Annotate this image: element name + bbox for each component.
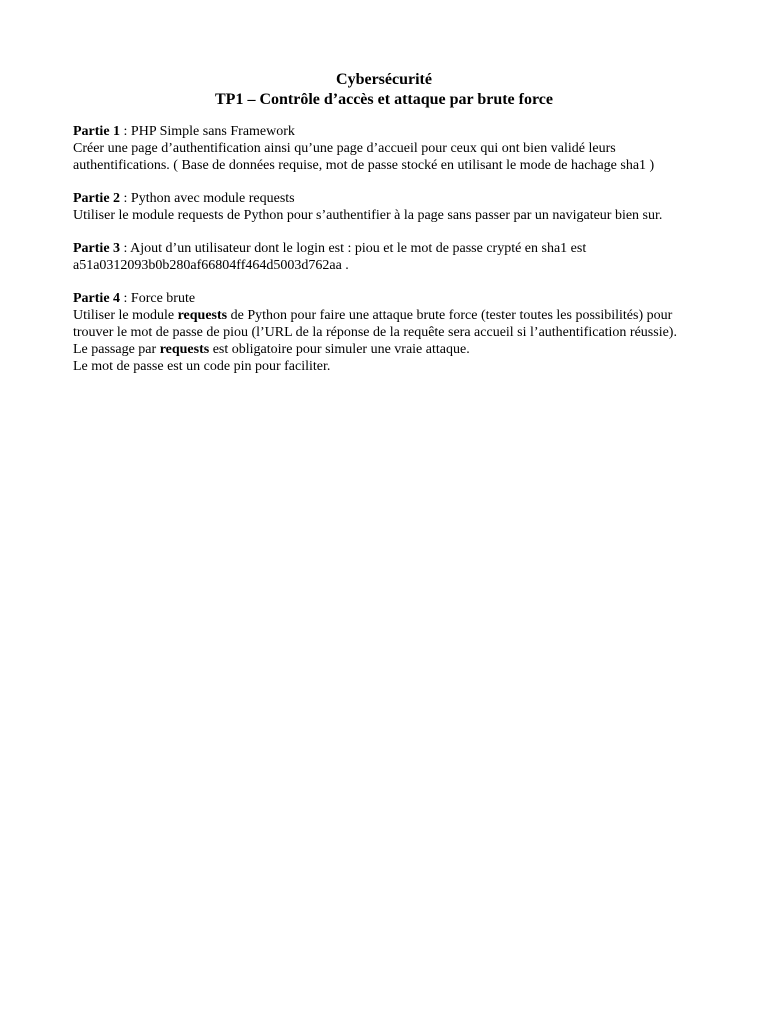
section-body: Utiliser le module requests de Python pour s’authentifier à la page sans passer par un navigateur bien sur. [73, 208, 663, 223]
section-separator: : [120, 191, 131, 206]
section-partie-3 [73, 240, 695, 274]
body-text: de Python pour faire une attaque brute force (tester toutes les possibilités) pour trouver le mot de passe de piou (l’URL de la réponse de la requête sera accueil si l’authentification réussie). Le passage par [73, 308, 677, 357]
section-heading [73, 240, 695, 274]
section-partie-4 [73, 290, 695, 375]
document-title: Cybersécurité [336, 71, 432, 88]
section-title: Force brute [130, 291, 196, 306]
section-separator: : [120, 241, 131, 256]
section-label: Partie 4 [73, 291, 121, 306]
section-partie-2 [73, 190, 695, 224]
section-label: Partie 1 [73, 124, 121, 139]
section-label: Partie 2 [73, 191, 121, 206]
section-body: Créer une page d’authentification ainsi qu’une page d’accueil pour ceux qui ont bien validé leurs authentifications. ( Base de données requise, mot de passe stocké en utilisant le mode de hachage sha1 ) [73, 141, 655, 173]
section-separator: : [120, 124, 131, 139]
body-emphasis: requests [177, 308, 228, 323]
document-subtitle: TP1 – Contrôle d’accès et attaque par brute force [215, 91, 553, 108]
section-label: Partie 3 [73, 241, 121, 256]
section-body [73, 307, 695, 358]
body-emphasis: requests [159, 342, 210, 357]
document-page [73, 70, 695, 391]
body-text: Utiliser le module [73, 308, 178, 323]
section-separator: : [120, 291, 131, 306]
section-title: Python avec module requests [130, 191, 295, 206]
section-partie-1 [73, 123, 695, 174]
section-title: PHP Simple sans Framework [130, 124, 295, 139]
section-heading [73, 123, 695, 140]
section-title: Ajout d’un utilisateur dont le login est : piou et le mot de passe crypté en sha1 est a51a0312093b0b280af66804ff464d5003d762aa . [73, 241, 587, 273]
section-heading [73, 290, 695, 307]
body-text: est obligatoire pour simuler une vraie attaque. [209, 342, 470, 357]
section-body-line: Le mot de passe est un code pin pour faciliter. [73, 359, 331, 374]
title-block [73, 70, 695, 110]
section-heading [73, 190, 695, 207]
